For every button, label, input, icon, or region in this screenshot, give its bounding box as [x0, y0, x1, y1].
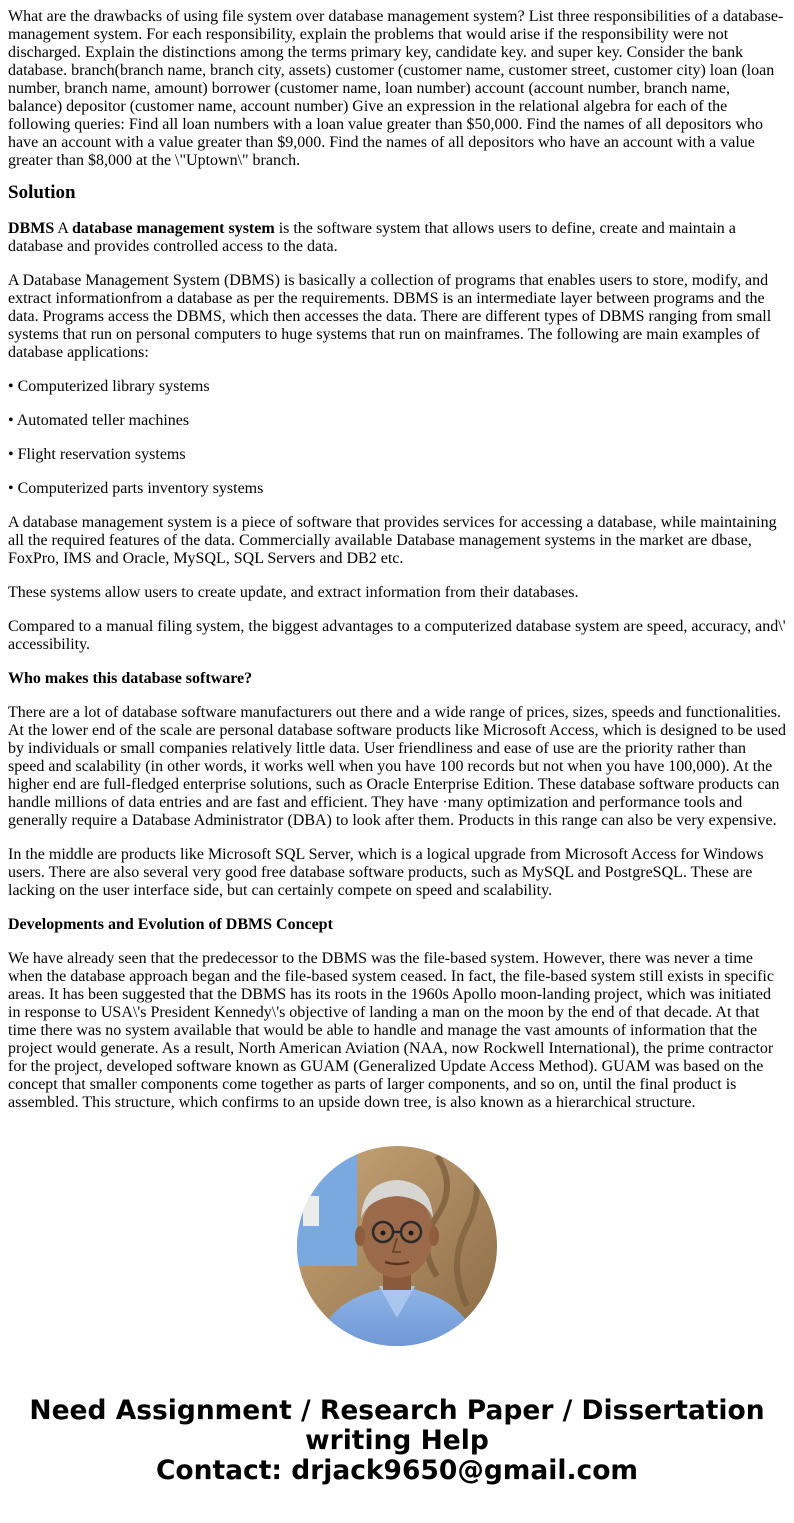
middle-paragraph: In the middle are products like Microsoft SQL Server, which is a logical upgrade from Microsoft Access for Windows users. There are also several very good free database software products, such as MySQL and PostgreSQL. These are lacking on the user interface side, but can certainly compete on speed and scalability. [8, 846, 764, 899]
intro-term: DBMS [8, 220, 55, 237]
author-avatar [297, 1146, 497, 1346]
who-heading: Who makes this database software? [8, 670, 253, 687]
systems-paragraph: These systems allow users to create update, and extract information from their databases. [8, 584, 579, 601]
footer-banner [0, 1396, 794, 1486]
compared-paragraph: Compared to a manual filing system, the biggest advantages to a computerized database system are speed, accuracy, and\' accessibility. [8, 618, 786, 653]
example-item: • Automated teller machines [8, 412, 190, 429]
footer-line-help: Need Assignment / Research Paper / Dissertation writing Help [29, 1395, 765, 1456]
intro-lead: A [54, 220, 73, 237]
software-paragraph: A database management system is a piece of software that provides services for accessing a database, while maintaining all the required features of the data. Commercially available Database management systems in the market are dbase, FoxPro, IMS and Oracle, MySQL, SQL Servers and DB2 etc. [8, 514, 777, 567]
dev-paragraph: We have already seen that the predecessor to the DBMS was the file-based system. However, there was never a time when the database approach began and the file-based system ceased. In fact, the file-based system still exists in specific areas. It has been suggested that the DBMS has its roots in the 1960s Apollo moon-landing project, which was initiated in response to USA\'s President Kennedy\'s objective of landing a man on the moon by the end of that decade. At that time there was no system available that would be able to handle and manage the vast amounts of information that the project would generate. As a result, North American Aviation (NAA, now Rockwell International), the prime contractor for the project, developed software known as GUAM (Generalized Update Access Method). GUAM was based on the concept that smaller components come together as parts of larger components, and so on, until the final product is assembled. This structure, which confirms to an upside down tree, is also known as a hierarchical structure. [8, 950, 774, 1111]
question-text: What are the drawbacks of using file system over database management system? List three responsibilities of a database-management system. For each responsibility, explain the problems that would arise if the responsibility were not discharged. Explain the distinctions among the terms primary key, candidate key. and super key. Consider the bank database. branch(branch name, branch city, assets) customer (customer name, customer street, customer city) loan (loan number, branch name, amount) borrower (customer name, loan number) account (account number, branch name, balance) depositor (customer name, account number) Give an expression in the relational algebra for each of the following queries: Find all loan numbers with a loan value greater than $50,000. Find the names of all depositors who have an account with a value greater than $9,000. Find the names of all depositors who have an account with a value greater than $8,000 at the \"Uptown\" branch. [8, 8, 784, 169]
dev-heading: Developments and Evolution of DBMS Concept [8, 916, 333, 933]
intro-bold-phrase: database management system [72, 220, 275, 237]
intro-paragraph [8, 220, 786, 256]
author-photo-wrap [0, 1146, 794, 1346]
example-item: • Flight reservation systems [8, 446, 186, 463]
footer-line-contact: Contact: drjack9650@gmail.com [155, 1455, 639, 1486]
who-paragraph: There are a lot of database software manufacturers out there and a wide range of prices, sizes, speeds and functionalities. At the lower end of the scale are personal database software products like Microsoft Access, which is designed to be used by individuals or small companies relatively little data. User friendliness and ease of use are the priority rather than speed and scalability (in other words, it works well when you have 100 records but not when you have 100,000). At the higher end are full-fledged enterprise solutions, such as Oracle Enterprise Edition. These database software products can handle millions of data entries and are fast and efficient. They have ·many optimization and performance tools and generally require a Database Administrator (DBA) to look after them. Products in this range can also be very expensive. [8, 704, 786, 829]
solution-heading: Solution [8, 182, 76, 203]
author-portrait-illustration [297, 1146, 497, 1346]
example-item: • Computerized library systems [8, 378, 210, 395]
example-item: • Computerized parts inventory systems [8, 480, 264, 497]
dbms-paragraph: A Database Management System (DBMS) is basically a collection of programs that enables users to store, modify, and extract informationfrom a database as per the requirements. DBMS is an intermediate layer between programs and the data. Programs access the DBMS, which then accesses the data. There are different types of DBMS ranging from small systems that run on personal computers to huge systems that run on mainframes. The following are main examples of database applications: [8, 272, 772, 361]
intro-rest: is the software system that allows users to define, create and maintain a database and provides controlled access to the data. [8, 220, 736, 255]
